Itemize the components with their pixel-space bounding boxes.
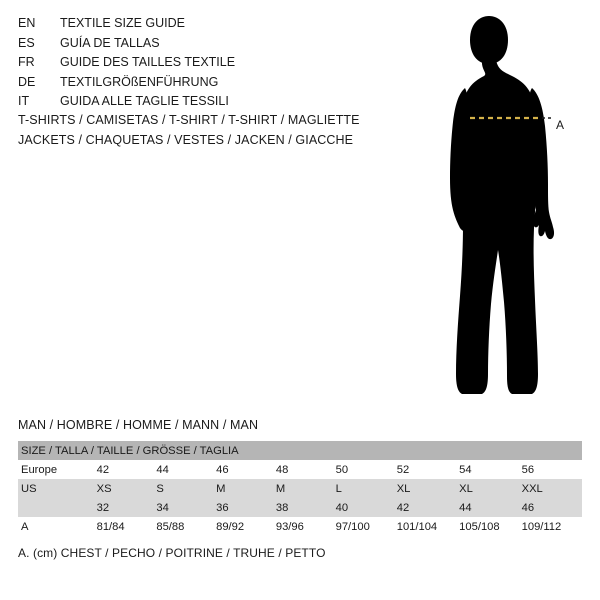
cell-value: 97/100 [335,520,370,533]
cell-value: XXL [521,482,543,495]
cell-value: 32 [96,501,110,514]
table-cell [95,517,155,536]
table-cell [395,517,457,536]
table-cell [520,498,582,517]
table-cell [457,479,519,498]
table-cell [214,517,274,536]
cell-value: 56 [521,463,535,476]
table-cell [154,460,214,479]
cell-value: 36 [216,501,229,514]
cell-value: 34 [156,501,169,514]
table-cell [154,498,214,517]
table-group-title: MAN / HOMBRE / HOMME / MANN / MAN [18,418,259,432]
table-cell [457,498,519,517]
category-tshirts: T-SHIRTS / CAMISETAS / T-SHIRT / T-SHIRT / MAGLIETTE [18,113,360,127]
table-cell [457,460,519,479]
language-code: FR [18,55,35,70]
cell-value: 46 [521,501,535,514]
language-list [18,14,378,112]
table-cell [95,479,155,498]
cell-value: 85/88 [156,520,185,533]
cell-value: 42 [396,501,410,514]
table-cell [154,479,214,498]
table-header-label: SIZE / TALLA / TAILLE / GRÖSSE / TAGLIA [21,444,239,457]
table-row [18,460,582,479]
table-cell [520,479,582,498]
language-code: IT [18,94,30,109]
cell-value: 109/112 [521,520,562,533]
table-cell [274,517,334,536]
language-code: EN [18,16,36,30]
table-cell [154,517,214,536]
table-cell [395,460,457,479]
language-text: TEXTILE SIZE GUIDE [60,16,186,30]
cell-value: S [156,482,164,495]
cell-value: 54 [459,463,472,476]
table-row [18,479,582,498]
table-cell [395,498,457,517]
cell-value: M [275,482,286,495]
cell-value: 89/92 [216,520,245,533]
cell-value: 44 [156,463,169,476]
cell-value: 46 [216,463,229,476]
table-cell [334,479,395,498]
male-silhouette-figure [408,14,598,404]
table-cell [520,460,582,479]
category-list [18,110,418,150]
cell-value: 101/104 [396,520,438,533]
table-cell [274,460,334,479]
cell-value: XL [396,482,411,495]
table-row [18,517,582,536]
cell-value: 42 [96,463,110,476]
category-jackets: JACKETS / CHAQUETAS / VESTES / JACKEN / GIACCHE [18,133,354,147]
cell-value: 44 [459,501,472,514]
cell-value: 50 [335,463,349,476]
language-row [18,73,378,93]
table-cell [334,517,395,536]
table-row [18,498,582,517]
cell-value: L [335,482,342,495]
table-cell [395,479,457,498]
row-label-us: US [18,479,95,498]
footnote-chest-measure: A. (cm) CHEST / PECHO / POITRINE / TRUHE / PETTO [18,546,326,560]
table-cell [457,517,519,536]
cell-value: 105/108 [459,520,500,533]
language-text: TEXTILGRÖßENFÜHRUNG [60,74,219,89]
cell-value: 81/84 [96,520,125,533]
cell-value: 38 [275,501,289,514]
table-cell [334,460,395,479]
row-label-us-numeric [18,498,95,517]
row-label-a: A [18,517,95,536]
language-code: ES [18,35,35,50]
silhouette-icon [408,14,598,404]
cell-value: 48 [275,463,289,476]
table-cell [95,498,155,517]
row-label-europe: Europe [18,460,95,479]
measure-label-a: A [556,118,566,132]
table-cell [334,498,395,517]
table-cell [274,498,334,517]
cell-value: XL [459,482,473,495]
table-cell [214,460,274,479]
cell-value: 40 [335,501,349,514]
language-row [18,14,378,34]
table-cell [520,517,582,536]
language-text: GUIDA ALLE TAGLIE TESSILI [60,94,229,109]
language-row [18,34,378,54]
cell-value: M [216,482,226,495]
table-cell [214,498,274,517]
table-cell [274,479,334,498]
table-cell [95,460,155,479]
cell-value: XS [96,482,112,495]
cell-value: 93/96 [275,520,304,533]
size-table [18,441,582,536]
table-header-row [18,441,582,460]
language-text: GUÍA DE TALLAS [60,35,160,50]
table-cell [214,479,274,498]
table-header-cell [18,441,582,460]
language-row [18,53,378,73]
language-code: DE [18,74,36,89]
cell-value: 52 [396,463,410,476]
language-text: GUIDE DES TAILLES TEXTILE [60,55,236,70]
